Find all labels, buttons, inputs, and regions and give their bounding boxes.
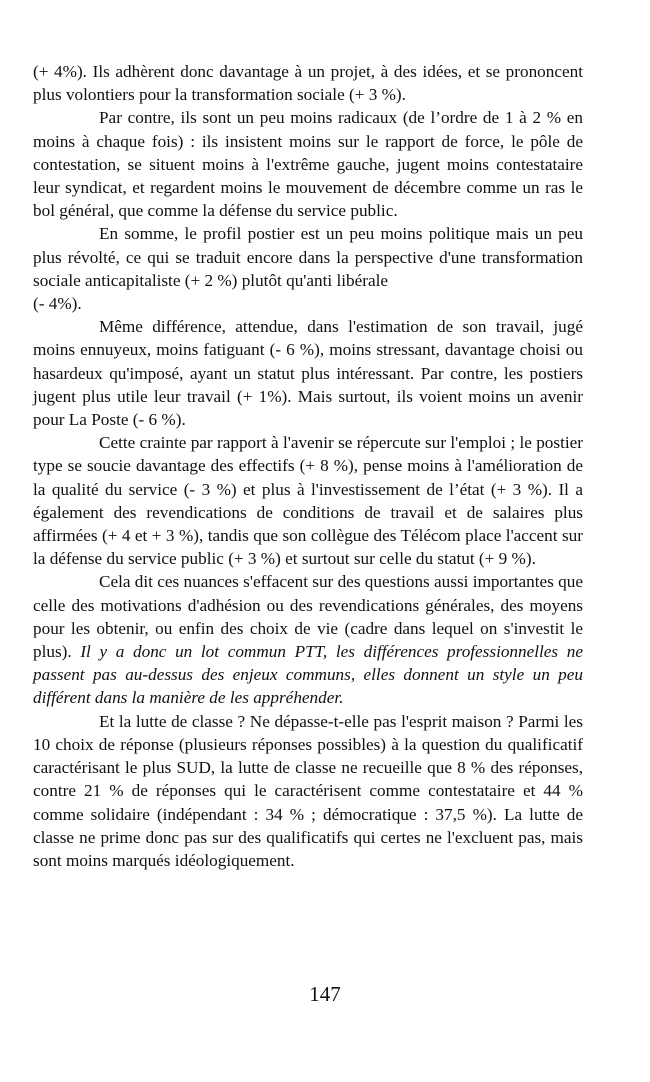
paragraph-6-text: Cela dit ces nuances s'effacent sur des questions aussi importantes que celle des motivations d'adhésion ou des revendications générales, des moyens pour les obtenir, ou enfin des choix de vie (cadre dans lequel on s'investit le plus). bbox=[33, 572, 583, 662]
paragraph-1: (+ 4%). Ils adhèrent donc davantage à un projet, à des idées, et se prononcent plus volontiers pour la transformation sociale (+ 3 %). bbox=[33, 62, 583, 105]
paragraph-6-italic: Il y a donc un lot commun PTT, les différences professionnelles ne passent pas au-dessus des enjeux communs, elles donnent un style un peu différent dans la manière de les appréhender. bbox=[33, 642, 583, 708]
paragraph-3: En somme, le profil postier est un peu moins politique mais un peu plus révolté, ce qui se traduit encore dans la perspective d'une transformation sociale anticapitaliste (+ 2 %) plutôt qu'anti libérale bbox=[33, 224, 583, 290]
paragraph-3-tail: (- 4%). bbox=[33, 294, 82, 314]
page-number: 147 bbox=[309, 982, 341, 1006]
paragraph-5: Cette crainte par rapport à l'avenir se répercute sur l'emploi ; le postier type se soucie davantage des effectifs (+ 8 %), pense moins à l'amélioration de la qualité du service (- 3 %) et plus à l'investissement de l’état (+ 3 %). Il a également des revendications de conditions de travail et de salaires plus affirmées (+ 4 et + 3 %), tandis que son collègue des Télécom place l'accent sur la défense du service public (+ 3 %) et surtout sur celle du statut (+ 9 %). bbox=[33, 433, 583, 569]
page-body bbox=[33, 60, 583, 872]
paragraph-4: Même différence, attendue, dans l'estimation de son travail, jugé moins ennuyeux, moins fatiguant (- 6 %), moins stressant, davantage choisi ou hasardeux qu'imposé, ayant un statut plus intéressant. Par contre, les postiers jugent plus utile leur travail (+ 1%). Mais surtout, ils voient moins un avenir pour La Poste (- 6 %). bbox=[33, 317, 583, 430]
paragraph-2: Par contre, ils sont un peu moins radicaux (de l’ordre de 1 à 2 % en moins à chaque fois) : ils insistent moins sur le rapport de force, le pôle de contestation, se situent moins à l'extrême gauche, jugent moins contestataire leur syndicat, et regardent moins le mouvement de décembre comme un ras le bol général, que comme la défense du service public. bbox=[33, 108, 583, 221]
paragraph-7: Et la lutte de classe ? Ne dépasse-t-elle pas l'esprit maison ? Parmi les 10 choix de réponse (plusieurs réponses possibles) à la question du qualificatif caractérisant le plus SUD, la lutte de classe ne recueille que 8 % des réponses, contre 21 % de réponses qui le caractérisent comme contestataire et 44 % comme solidaire (indépendant : 34 % ; démocratique : 37,5 %). La lutte de classe ne prime donc pas sur des qualificatifs qui certes ne l'excluent pas, mais sont moins marqués idéologiquement. bbox=[33, 711, 583, 870]
paragraph-6 bbox=[33, 570, 583, 709]
